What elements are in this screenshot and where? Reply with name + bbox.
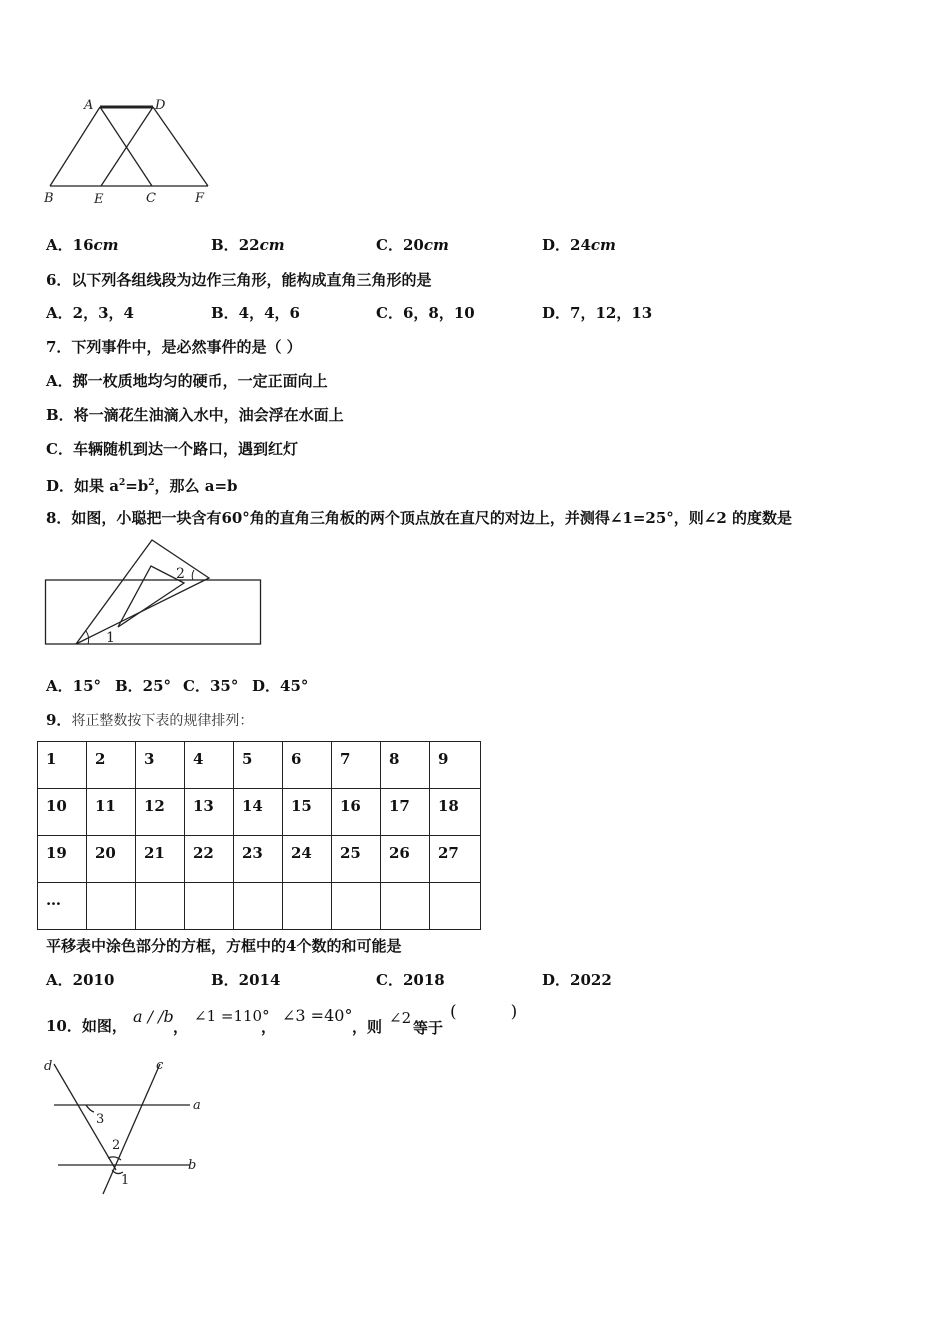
table-cell: 17	[381, 789, 430, 836]
table-cell	[234, 883, 283, 930]
table-cell: 18	[430, 789, 481, 836]
q9-option-c: C．2018	[376, 971, 445, 989]
q8-option-c: C．35°	[183, 677, 239, 695]
table-cell	[430, 883, 481, 930]
q8-stem: 8．如图，小聪把一块含有60°角的直角三角板的两个顶点放在直尺的对边上，并测得∠1=25°，则∠2 的度数是	[46, 509, 792, 527]
figure-q5-parallelogram	[40, 95, 220, 210]
table-cell: 8	[381, 742, 430, 789]
table-cell: 7	[332, 742, 381, 789]
q10-angle2: ∠2	[389, 1009, 412, 1027]
q10-label-a: a	[193, 1098, 201, 1113]
q8-option-b: B．25°	[115, 677, 172, 695]
q10-equals-text: 等于	[413, 1019, 444, 1037]
q6-option-d: D．7，12，13	[542, 304, 653, 322]
q10-condition-angle3: ∠3 =40°	[282, 1006, 353, 1025]
q7-option-d: D．如果 $a^2=b^2$，那么 a=b	[46, 477, 238, 495]
table-cell: 3	[136, 742, 185, 789]
label-B: B	[44, 191, 54, 206]
q7-option-b: B．将一滴花生油滴入水中，油会浮在水面上	[46, 406, 344, 424]
table-cell: 5	[234, 742, 283, 789]
q10-then: ，则	[352, 1018, 383, 1036]
q10-stem-prefix: 10．如图，	[46, 1017, 127, 1035]
q10-label-d: d	[44, 1059, 53, 1074]
label-E: E	[94, 192, 104, 207]
q7-option-c: C．车辆随机到达一个路口，遇到红灯	[46, 440, 298, 458]
table-cell: 27	[430, 836, 481, 883]
q10-comma: ，	[173, 1018, 189, 1036]
q5-option-d: D．24cm	[542, 236, 616, 254]
table-cell	[87, 883, 136, 930]
table-cell: 2	[87, 742, 136, 789]
q9-option-d: D．2022	[542, 971, 612, 989]
table-cell: 23	[234, 836, 283, 883]
q8-label-1: 1	[106, 630, 115, 646]
table-cell: 9	[430, 742, 481, 789]
table-cell	[381, 883, 430, 930]
q9-option-a: A．2010	[46, 971, 115, 989]
label-D: D	[155, 98, 166, 113]
q8-option-a: A．15°	[46, 677, 102, 695]
table-cell: …	[38, 883, 87, 930]
q10-answer-parens: ( )	[450, 1002, 518, 1022]
q10-label-b: b	[188, 1158, 197, 1173]
q9-option-b: B．2014	[211, 971, 281, 989]
table-cell: 11	[87, 789, 136, 836]
figure-q10-parallel-lines	[40, 1052, 210, 1200]
table-cell: 14	[234, 789, 283, 836]
table-cell: 20	[87, 836, 136, 883]
table-row	[38, 883, 481, 930]
table-cell: 26	[381, 836, 430, 883]
q9-number-table	[37, 741, 481, 930]
table-cell: 22	[185, 836, 234, 883]
label-A: A	[84, 98, 94, 113]
q6-option-c: C．6，8，10	[376, 304, 475, 322]
q7-stem: 7．下列事件中，是必然事件的是（ ）	[46, 338, 302, 356]
table-cell: 21	[136, 836, 185, 883]
table-cell: 13	[185, 789, 234, 836]
table-row	[38, 742, 481, 789]
table-cell: 19	[38, 836, 87, 883]
q8-label-2: 2	[176, 566, 185, 582]
table-row	[38, 836, 481, 883]
q10-label-c: c	[156, 1058, 164, 1073]
q8-option-d: D．45°	[252, 677, 309, 695]
table-cell	[283, 883, 332, 930]
q7-option-a: A．掷一枚质地均匀的硬币，一定正面向上	[46, 372, 328, 390]
table-cell: 10	[38, 789, 87, 836]
table-cell: 16	[332, 789, 381, 836]
q10-comma: ，	[261, 1018, 277, 1036]
table-cell: 25	[332, 836, 381, 883]
table-cell: 4	[185, 742, 234, 789]
q5-option-a: A．16cm	[46, 236, 119, 254]
table-cell: 15	[283, 789, 332, 836]
label-C: C	[146, 191, 156, 206]
label-F: F	[195, 191, 205, 206]
table-cell: 24	[283, 836, 332, 883]
table-cell: 1	[38, 742, 87, 789]
q10-label-1: 1	[121, 1173, 130, 1188]
q6-option-b: B．4，4，6	[211, 304, 300, 322]
table-cell	[185, 883, 234, 930]
table-row	[38, 789, 481, 836]
q10-label-2: 2	[112, 1138, 121, 1153]
q6-option-a: A．2，3，4	[46, 304, 134, 322]
figure-q8-ruler-triangle	[44, 538, 266, 650]
q5-option-c: C．20cm	[376, 236, 449, 254]
q9-question: 平移表中涂色部分的方框，方框中的4个数的和可能是	[46, 937, 402, 955]
table-cell: 6	[283, 742, 332, 789]
table-cell	[332, 883, 381, 930]
table-cell: 12	[136, 789, 185, 836]
q10-label-3: 3	[96, 1112, 105, 1127]
table-cell	[136, 883, 185, 930]
q6-stem: 6．以下列各组线段为边作三角形，能构成直角三角形的是	[46, 271, 432, 289]
q5-option-b: B．22cm	[211, 236, 285, 254]
q9-stem: 9．将正整数按下表的规律排列：	[46, 711, 254, 729]
q10-condition-parallel: a / /b	[133, 1007, 174, 1026]
q10-condition-angle1: ∠1 =110°	[194, 1007, 270, 1025]
